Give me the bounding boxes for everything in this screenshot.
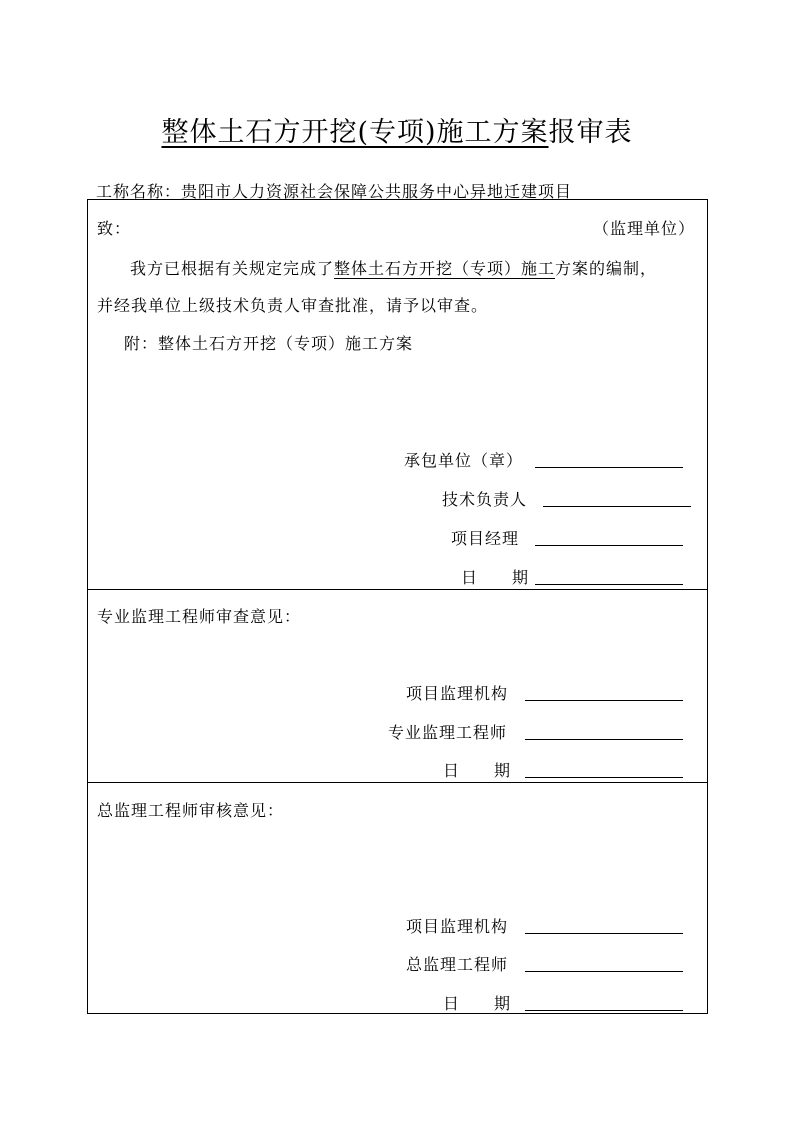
statement-line-2: 并经我单位上级技术负责人审查批准，请予以审查。 <box>97 296 489 315</box>
date-line-1[interactable] <box>535 584 683 585</box>
date-label-1: 日 期 <box>461 568 530 587</box>
supervision-org-label-1: 项目监理机构 <box>406 684 509 703</box>
statement-pre: 我方已根据有关规定完成了 <box>130 259 335 278</box>
chief-review-heading: 总监理工程师审核意见： <box>97 801 285 820</box>
supervision-unit-label: （监理单位） <box>592 219 695 238</box>
date-line-2[interactable] <box>525 777 683 778</box>
project-manager-label: 项目经理 <box>451 529 520 548</box>
chief-engineer-label: 总监理工程师 <box>406 955 509 974</box>
specialist-engineer-line[interactable] <box>525 739 683 740</box>
title-suffix: 报审表 <box>548 117 633 148</box>
title-main: 整体土石方开挖(专项)施工方案 <box>161 117 549 148</box>
statement-line-1 <box>130 256 657 279</box>
section-divider-1 <box>88 589 707 590</box>
approval-form-table <box>87 199 708 1014</box>
date-label-2: 日 期 <box>443 761 512 780</box>
statement-post: 方案的编制， <box>555 259 658 278</box>
project-manager-signature-line[interactable] <box>535 545 683 546</box>
specialist-review-heading: 专业监理工程师审查意见： <box>97 607 302 626</box>
project-name: 工称名称：贵阳市人力资源社会保障公共服务中心异地迁建项目 <box>96 182 573 201</box>
supervision-org-line-2[interactable] <box>525 933 683 934</box>
attachment-line: 附：整体土石方开挖（专项）施工方案 <box>124 334 414 353</box>
supervision-org-label-2: 项目监理机构 <box>406 917 509 936</box>
section-divider-2 <box>88 782 707 783</box>
supervision-org-line-1[interactable] <box>525 700 683 701</box>
date-label-3: 日 期 <box>443 994 512 1013</box>
to-label: 致： <box>97 219 132 238</box>
chief-engineer-line[interactable] <box>525 971 683 972</box>
specialist-engineer-label: 专业监理工程师 <box>388 723 508 742</box>
contractor-label: 承包单位（章） <box>404 451 524 470</box>
contractor-signature-line[interactable] <box>535 467 683 468</box>
page-title <box>0 110 794 149</box>
date-line-3[interactable] <box>525 1010 683 1011</box>
statement-plan-name: 整体土石方开挖（专项）施工 <box>334 259 556 278</box>
tech-lead-signature-line[interactable] <box>543 506 691 507</box>
tech-lead-label: 技术负责人 <box>442 490 528 509</box>
